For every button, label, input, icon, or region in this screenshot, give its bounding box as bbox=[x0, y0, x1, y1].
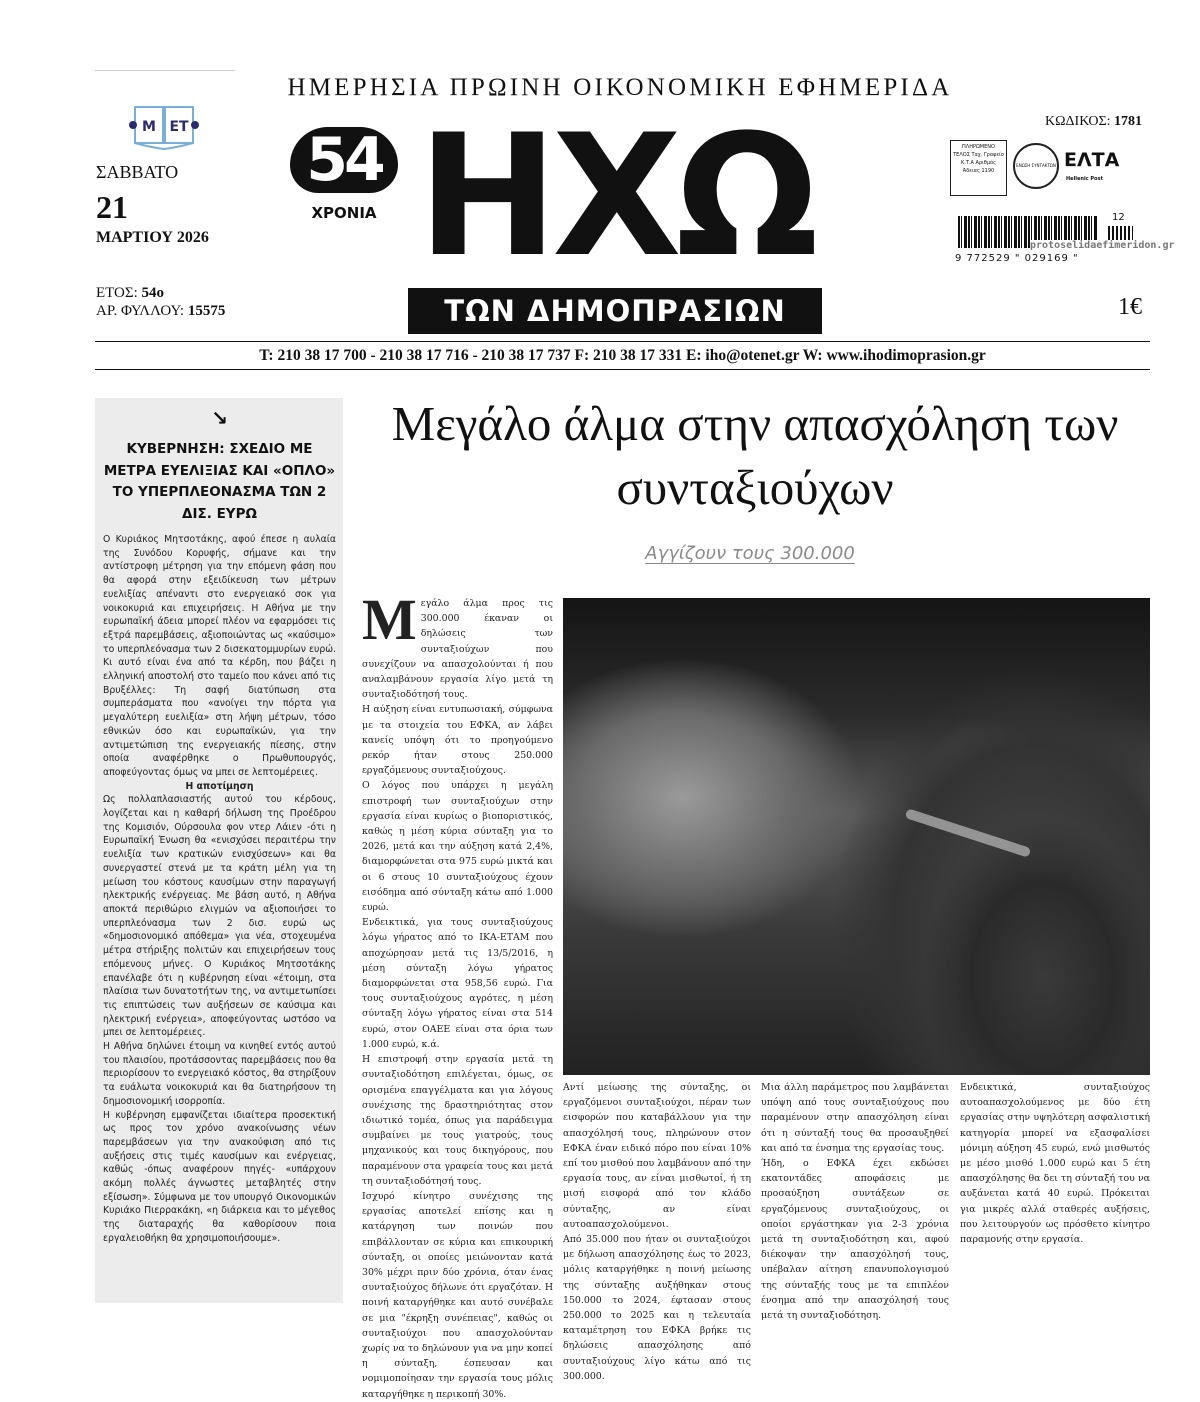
barcode-number: 9 772529 " 029169 " bbox=[955, 253, 1079, 264]
paragraph: Ο Κυριάκος Μητσοτάκης, αφού έπεσε η αυλαία της Συνόδου Κορυφής, σήμανε και την αντίστροφη μέτρηση για την επόμενη φάση που θα αφορά στην εξειδίκευση των μέτρων ευελιξίας απέναντι στο ενεργειακό σοκ για νοικοκυριά και επιχειρήσεις. Η Αθήνα με την ευρωπαϊκή άδεια μπορεί πλέον να εφαρμόσει τις εξτρά παρεμβάσεις, αξιοποιώντας ως «καύσιμο» το υπερπλεόνασμα των 2 δισεκατομμυρίων ευρώ. Κι αυτό είναι ένα από τα κέρδη, που βάζει η ελληνική αποστολή στο ταμείο που κάνει από τις Βρυξέλλες: Τη σαφή διατύπωση στα συμπεράσματα που «ανοίγει την πόρτα για μεγαλύτερη ευελιξία» στη λήψη μέτρων, τόσο εθνικών όσο και ευρωπαϊκών, για την αντιμετώπιση της ενεργειακής πίεσης, στην οποία αναφέρθηκε ο Πρωθυπουργός, αποφεύγοντας όμως να μπει σε λεπτομέρειες. bbox=[103, 534, 336, 778]
sidebar-box bbox=[95, 398, 343, 1303]
paragraph: Η κυβέρνηση εμφανίζεται ιδιαίτερα προσεκτική ως προς τον χρόνο ανακοίνωσης νέων παρεμβάσεων για την ανακούφιση από τις αυξήσεις στις τιμές καυσίμων και ενέργειας, καθώς -όπως αναφέρουν πηγές- «υπάρχουν ακόμη πολλές άγνωστες μεταβλητές στην εξίσωση». Σύμφωνα με τον υπουργό Οικονομικών Κυριάκο Πιερρακάκη, «η διάρκεια και το μέγεθος της διαταραχής θα καθορίσουν ποια εργαλειοθήκη θα χρησιμοποιήσουμε». bbox=[103, 1109, 336, 1244]
paragraph: Η Αθήνα δηλώνει έτοιμη να κινηθεί εντός αυτού του πλαισίου, προτάσσοντας παρεμβάσεις που θα περιορίσουν το ενεργειακό κόστος, θα στηρίξουν τα ευάλωτα νοικοκυριά και θα διατηρήσουν τη δημοσιονομική ισορροπία. bbox=[103, 1041, 336, 1107]
price: 1€ bbox=[1118, 294, 1142, 320]
paragraph: Ενδεικτικά, για τους συνταξιούχους λόγω γήρατος από το ΙΚΑ-ΕΤΑΜ που αποχώρησαν μετά τις 13/5/2016, η μέση σύνταξη λόγω γήρατος διαμορφώνεται στα 958,56 ευρώ. Για τους συνταξιούχους αγρότες, η μέση σύνταξη λόγω γήρατος είναι στα 514 ευρώ, στον ΟΑΕΕ είναι στα όρια των 1.000 ευρώ, κ.ά. bbox=[362, 917, 553, 1050]
issue-day: ΣΑΒΒΑΤΟ bbox=[96, 162, 179, 182]
issue-month-year: ΜΑΡΤΙΟΥ 2026 bbox=[96, 229, 209, 246]
issue-date-number: 21 bbox=[96, 189, 128, 225]
drop-cap: Μ bbox=[362, 587, 417, 652]
union-seal-icon: ΕΝΩΣΗ ΣΥΝΤΑΚΤΩΝ bbox=[1013, 143, 1059, 189]
year-label: ΕΤΟΣ: bbox=[96, 285, 138, 301]
paragraph: Ως πολλαπλασιαστής αυτού του κέρδους, λογίζεται και η καθαρή δήλωση της Προέδρου της Κομισιόν, Ούρσουλα φον ντερ Λάιεν -ότι η Ευρωπαϊκή Ένωση θα «ενισχύσει περαιτέρω την ευελιξία των κρατικών ενισχύσεων» και θα συνεργαστεί στενά με τα κράτη μέλη για τη μείωση του κόστους καυσίμων στην παραγωγή ηλεκτρικής ενέργειας. Με βάση αυτό, η Αθήνα αποκτά περιθώριο ελιγμών να αξιοποιήσει το υπερπλεόνασμα των 2 δισ. ευρώ ως «δημοσιονομικό απόθεμα» για νέα, στοχευμένα μέτρα στήριξης πολιτών και επιχειρήσεων τους επόμενους μήνες. Ο Κυριάκος Μητσοτάκης επανέλαβε ότι η κυβέρνηση είναι «έτοιμη, στα πλαίσια των δυνατοτήτων της, να αντιμετωπίσει τις επιπτώσεις των αυξήσεων σε καύσιμα και ηλεκτρική ενέργεια», αποφεύγοντας ωστόσο να μπει σε λεπτομέρειες. bbox=[103, 794, 336, 1039]
paragraph: Μια άλλη παράμετρος που λαμβάνεται υπόψη από τους συνταξιούχους που παραμένουν στην απασχόληση είναι ότι η σύνταξή τους θα προσαυξηθεί και από τα ένσημα της εργασίας τους. bbox=[761, 1082, 949, 1154]
arrow-down-right-icon: ↘ bbox=[211, 406, 228, 430]
article-photo bbox=[563, 598, 1150, 1075]
elta-logo: ΕΛΤΑ bbox=[1064, 149, 1120, 171]
anniversary-badge: 54 bbox=[290, 127, 398, 193]
year-value: 54ο bbox=[141, 285, 165, 301]
sidebar-headline: ΚΥΒΕΡΝΗΣΗ: ΣΧΕΔΙΟ ΜΕ ΜΕΤΡΑ ΕΥΕΛΙΞΙΑΣ ΚΑΙ «ΟΠΛΟ» ΤΟ ΥΠΕΡΠΛΕΟΝΑΣΜΑ ΤΩΝ 2 ΔΙΣ. ΕΥΡΩ bbox=[103, 441, 336, 522]
paragraph: Ενδεικτικά, συνταξιούχος αυτοαπασχολούμενος με δύο έτη εργασίας στην υψηλότερη ασφαλιστική κατηγορία μπορεί να εξασφαλίσει μόνιμη αύξηση 45 ευρώ, ενώ μισθωτός με μέσο μισθό 1.000 ευρώ και 5 έτη απασχόλησης θα δει τη σύνταξή του να αυξάνεται κατά 40 ευρώ. Πρόκειται για μικρές αλλά σταθερές αυξήσεις, που λειτουργούν ως πρόσθετο κίνητρο παραμονής στην εργασία. bbox=[960, 1082, 1150, 1246]
main-subtitle: Αγγίζουν τους 300.000 bbox=[645, 543, 855, 564]
article-column-1 bbox=[362, 587, 553, 1402]
paragraph: Η επιστροφή στην εργασία μετά τη συνταξιοδότηση επιλέγεται, όμως, σε ορισμένα επαγγέλματα και για λόγους συνέχισης της δραστηριότητας στον ιδιωτικό τομέα, όπως για παράδειγμα συμβαίνει με τους γιατρούς, τους μηχανικούς και τους δικηγόρους, που παραμένουν στα γραφεία τους και μετά τη συνταξιοδότησή τους. bbox=[362, 1054, 553, 1187]
newspaper-logo: ΗΧΩ bbox=[417, 110, 813, 282]
main-headline: Μεγάλο άλμα στην απασχόληση των συνταξιούχων bbox=[391, 396, 1119, 515]
contact-line: T: 210 38 17 700 - 210 38 17 716 - 210 38 17 737 F: 210 38 17 331 E: iho@otenet.gr W: www.ihodimoprasion.gr bbox=[95, 341, 1150, 370]
divider bbox=[95, 70, 235, 71]
met-logo bbox=[125, 103, 203, 151]
paragraph: Ήδη, ο ΕΦΚΑ έχει εκδώσει εκατοντάδες αποφάσεις με προσαύξηση συντάξεων σε εργαζόμενους συνταξιούχους, οι οποίοι εργάστηκαν για 2-3 χρόνια μετά τη συνταξιοδότηση και, αφού διέκοψαν την απασχόλησή τους, υπέβαλαν αίτηση επανυπολογισμού της σύνταξής τους με τα επιπλέον ένσημα από την απασχόλησή τους μετά τη συνταξιοδότηση. bbox=[761, 1158, 949, 1322]
postage-paid-stamp: ΠΛΗΡΩΜΕΝΟ ΤΕΛΟΣ Ταχ. Γραφείο Κ.Τ.Α Αριθμός Άδειας 1190 bbox=[950, 140, 1007, 196]
strapline: ΗΜΕΡΗΣΙΑ ΠΡΩΙΝΗ ΟΙΚΟΝΟΜΙΚΗ ΕΦΗΜΕΡΙΔΑ bbox=[287, 74, 953, 101]
code-label: ΚΩΔΙΚΟΣ: bbox=[1045, 114, 1111, 129]
barcode-addon-icon bbox=[1108, 226, 1133, 240]
newspaper-logo-subtitle: ΤΩΝ ΔΗΜΟΠΡΑΣΙΩΝ bbox=[408, 288, 822, 334]
watermark: protoselidaefimeridon.gr bbox=[1030, 240, 1175, 251]
paragraph: εγάλο άλμα προς τις 300.000 έκαναν οι δηλώσεις των συνταξιούχων που συνεχίζουν να απασχολούνται ή που αναλαμβάνουν εργασία λίγο μετά τη συνταξιοδότησή τους. bbox=[362, 598, 553, 701]
code-value: 1781 bbox=[1114, 114, 1142, 129]
paragraph: Η αύξηση είναι εντυπωσιακή, σύμφωνα με τα στοιχεία του ΕΦΚΑ, αν λάβει κανείς υπόψη ότι το προηγούμενο ρεκόρ ήταν στους 250.000 εργαζόμενους συνταξιούχους. bbox=[362, 704, 553, 777]
subheading: Η αποτίμηση bbox=[185, 780, 254, 792]
paragraph: Από 35.000 που ήταν οι συνταξιούχοι με δήλωση απασχόλησης έως το 2023, μόλις καταργήθηκε η ποινή μείωσης της σύνταξης αυξήθηκαν στους 150.000 το 2024, έφτασαν στους 250.000 το 2025 και η τελευταία καταμέτρηση του ΕΦΚΑ βρήκε τις δηλώσεις απασχόλησης από συνταξιούχους λίγο κάτω από τις 300.000. bbox=[563, 1234, 751, 1382]
product-code bbox=[1000, 113, 1142, 130]
article-column-3 bbox=[761, 1080, 949, 1323]
paragraph: Ο λόγος που υπάρχει η μεγάλη επιστροφή των συνταξιούχων στην εργασία είναι κυρίως ο βιοποριστικός, καθώς η μέση κύρια σύνταξη για το 2026, μετά και την αύξηση κατά 2,4%, διαμορφώνεται στα 975 ευρώ μικτά και οι 6 στους 10 συνταξιούχους έχουν εισόδημα από σύνταξη κάτω από 1.000 ευρώ. bbox=[362, 780, 553, 914]
elta-logo-sub: Hellenic Post bbox=[1066, 176, 1103, 182]
sidebar-article bbox=[103, 533, 336, 1246]
barcode-addon-number: 12 bbox=[1112, 212, 1125, 223]
article-column-2 bbox=[563, 1080, 751, 1384]
glasses-shape bbox=[905, 808, 1032, 858]
anniversary-label: ΧΡΟΝΙΑ bbox=[311, 204, 377, 222]
paragraph: Αντί μείωσης της σύνταξης, οι εργαζόμενοι συνταξιούχοι, πέραν των εισφορών που καταβάλλουν για την απασχόλησή τους, πληρώνουν στον ΕΦΚΑ έναν ειδικό πόρο που είναι 10% επί του μισθού που λαμβάνουν από την εργασία τους, αν είναι μισθωτοί, ή τη μισή εισφορά από τον κλάδο σύνταξης, αν είναι αυτοαπασχολούμενοι. bbox=[563, 1082, 751, 1230]
issue-info bbox=[96, 284, 225, 320]
issue-label: ΑΡ. ΦΥΛΛΟΥ: bbox=[96, 303, 185, 319]
article-column-4 bbox=[960, 1080, 1150, 1247]
paragraph: Ισχυρό κίνητρο συνέχισης της εργασίας αποτελεί επίσης και η κατάργηση των ποινών που επιβάλλονταν σε κύρια και επικουρική σύνταξη, οι οποίες μειώνονταν κατά 30% μέχρι πριν δύο χρόνια, όταν ένας συνταξιούχος δήλωνε ότι εργαζόταν. Η ποινή καταργήθηκε και αυτό συνέβαλε σε μια "έκρηξη συνέπειας", καθώς οι συνταξιούχοι που απασχολούνταν χωρίς να το δηλώνουν για να μην κοπεί η σύνταξη, έσπευσαν και νομιμοποίησαν την εργασία τους μόλις καταργήθηκε η περικοπή 30%. bbox=[362, 1190, 553, 1400]
met-logo-right: ET bbox=[169, 119, 189, 135]
issue-value: 15575 bbox=[187, 303, 226, 319]
met-logo-left: M bbox=[142, 119, 156, 135]
